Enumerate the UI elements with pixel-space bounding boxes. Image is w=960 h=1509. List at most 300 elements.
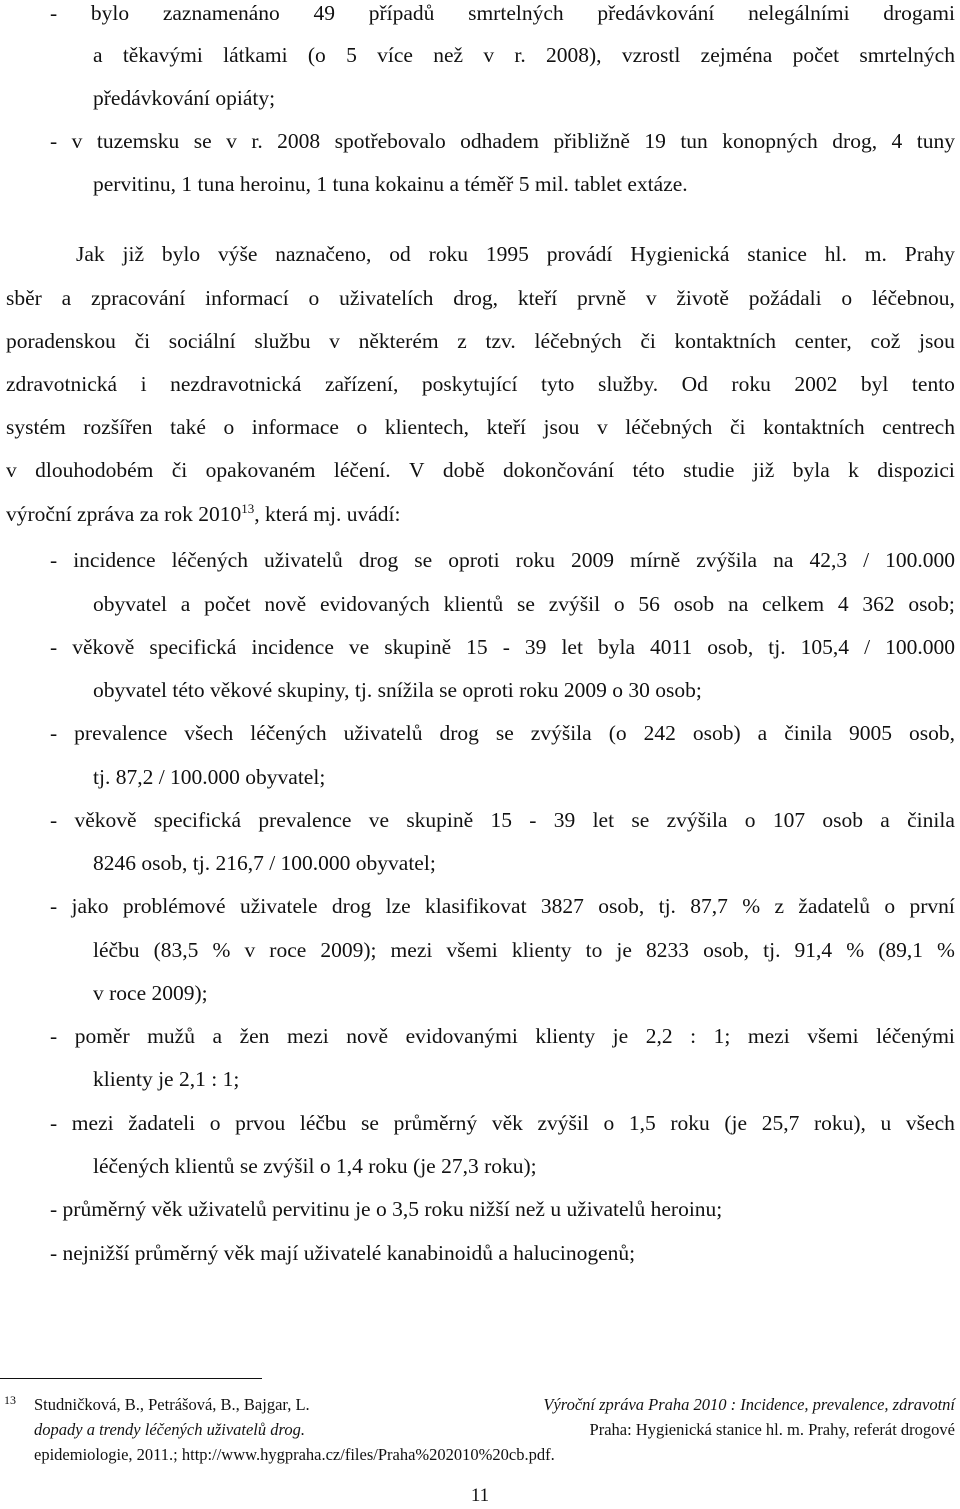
word: drog, <box>453 286 499 310</box>
word: - <box>502 635 510 659</box>
word: osob, <box>707 635 754 659</box>
word: odhadem <box>460 129 539 153</box>
word: léčbu <box>93 938 140 962</box>
word: poradenskou <box>6 329 116 353</box>
word: 3827 <box>540 894 584 918</box>
word: - <box>50 548 58 572</box>
word: 39 <box>553 808 576 832</box>
word: 91,4 <box>794 938 833 962</box>
word: se <box>517 592 535 616</box>
word: problémové <box>122 894 226 918</box>
word: / <box>863 548 870 572</box>
word: lze <box>385 894 411 918</box>
word: uživatelů <box>264 548 343 572</box>
word: 4 <box>837 592 849 616</box>
word: drog <box>358 548 399 572</box>
word: (83,5 <box>153 938 199 962</box>
word: všech <box>184 721 234 745</box>
word: byl <box>860 372 889 396</box>
word: nově <box>346 1024 389 1048</box>
word: o <box>209 1111 221 1135</box>
word: zpracování <box>91 286 186 310</box>
word: 4 <box>891 129 903 153</box>
word: 8233 <box>646 938 689 962</box>
word: osob <box>673 592 715 616</box>
word: věkově <box>72 635 135 659</box>
word: nelegálními <box>748 1 850 25</box>
word: 87,7 <box>690 894 728 918</box>
word: 1,5 <box>628 1111 656 1135</box>
word: specifická <box>153 808 242 832</box>
word: tento <box>911 372 955 396</box>
word: je <box>612 1024 629 1048</box>
word: dokončování <box>503 458 615 482</box>
text-line <box>50 0 955 26</box>
word: průměrný <box>393 1111 478 1135</box>
word: v <box>71 129 83 153</box>
word: se <box>193 129 212 153</box>
word: 105,4 <box>800 635 850 659</box>
word: osob, <box>908 721 955 745</box>
word: případů <box>368 1 435 25</box>
word: již <box>752 458 775 482</box>
word: službu <box>254 329 311 353</box>
list-item <box>50 1023 955 1049</box>
word: v <box>329 329 340 353</box>
word: Od <box>681 372 708 396</box>
word: léčebných <box>625 415 713 439</box>
word: konopných <box>722 129 818 153</box>
word: let <box>592 808 615 832</box>
word: kontaktních <box>763 415 865 439</box>
footnote-reference: 13 <box>241 500 255 516</box>
footnote-title: Výroční zpráva Praha 2010 : Incidence, prevalence, zdravotní <box>543 1395 955 1414</box>
word: klienty <box>535 1024 596 1048</box>
word: léčených <box>171 548 248 572</box>
word: hl. <box>824 242 847 266</box>
list-item <box>50 634 955 660</box>
word: 39 <box>524 635 547 659</box>
word: o <box>308 286 320 310</box>
word: rozšířen <box>83 415 153 439</box>
word: (o <box>608 721 627 745</box>
word: mužů <box>147 1024 195 1048</box>
word: již <box>122 242 145 266</box>
word: r. <box>514 43 526 67</box>
page-number: 11 <box>470 1485 490 1506</box>
word: Hygienická <box>630 242 730 266</box>
word: - <box>50 1111 58 1135</box>
word: roku <box>515 548 555 572</box>
word: - <box>50 894 58 918</box>
text-line <box>6 414 955 440</box>
text-line <box>6 371 955 397</box>
word: 42,3 <box>809 548 848 572</box>
word: zvýšila <box>666 808 728 832</box>
word: věk <box>491 1111 523 1135</box>
word: v <box>6 458 17 482</box>
word: výše <box>217 242 258 266</box>
footnote-divider <box>0 1378 262 1379</box>
word: léčenými <box>876 1024 955 1048</box>
list-item-continuation <box>93 591 955 617</box>
word: kontaktních <box>674 329 777 353</box>
word: mírně <box>630 548 681 572</box>
word: z <box>457 329 467 353</box>
list-item <box>50 807 955 833</box>
word: jako <box>71 894 109 918</box>
word: - <box>50 721 58 745</box>
word: 1995 <box>485 242 529 266</box>
text-line <box>6 328 955 354</box>
word: či <box>134 329 151 353</box>
word: se <box>361 1111 379 1135</box>
word: požádali <box>748 286 822 310</box>
list-item-continuation: obyvatel této věkové skupiny, tj. snížila se oproti roku 2009 o 30 osob; <box>93 678 702 702</box>
word: léčebných <box>534 329 622 353</box>
list-item: - nejnižší průměrný věk mají uživatelé kanabinoidů a halucinogenů; <box>50 1241 636 1265</box>
word: 2009); <box>320 938 377 962</box>
text-line <box>76 241 955 267</box>
word: roku), <box>813 1111 866 1135</box>
word: první <box>909 894 955 918</box>
word: % <box>846 938 865 962</box>
word: informace <box>251 415 339 439</box>
word: klasifikovat <box>425 894 527 918</box>
word: 362 <box>862 592 895 616</box>
footnote-line-1 <box>34 1395 955 1415</box>
word: jsou <box>543 415 580 439</box>
word: mezi <box>390 938 433 962</box>
word: žadateli <box>128 1111 196 1135</box>
word: a <box>180 592 191 616</box>
word: léčbu <box>299 1111 347 1135</box>
word: 2009 <box>571 548 615 572</box>
word: centrech <box>882 415 955 439</box>
word: u <box>880 1111 892 1135</box>
word: 56 <box>638 592 660 616</box>
word: specifická <box>149 635 237 659</box>
word: léčení. <box>333 458 391 482</box>
word: věkově <box>74 808 137 832</box>
word: - <box>50 635 58 659</box>
word: 107 <box>772 808 806 832</box>
word: životě <box>676 286 729 310</box>
word: i <box>140 372 147 396</box>
word: tuny <box>916 129 955 153</box>
word: Prahy <box>904 242 955 266</box>
word: provádí <box>546 242 613 266</box>
word: byla <box>792 458 830 482</box>
word: stanice <box>747 242 807 266</box>
word: (o <box>307 43 326 67</box>
word: smrtelných <box>859 43 955 67</box>
text-line: pervitinu, 1 tuna heroinu, 1 tuna kokainu a téměř 5 mil. tablet extáze. <box>93 172 688 196</box>
list-item <box>50 1110 955 1136</box>
word: prvně <box>577 286 626 310</box>
word: všemi <box>446 938 498 962</box>
list-item <box>50 547 955 573</box>
word: - <box>50 1024 58 1048</box>
word: % <box>937 938 955 962</box>
word: celkem <box>761 592 825 616</box>
word: v <box>645 286 657 310</box>
word: mezi <box>747 1024 790 1048</box>
word: - <box>529 808 537 832</box>
word: tuzemsku <box>96 129 180 153</box>
word: klientů <box>443 592 504 616</box>
word: 100.000 <box>885 548 955 572</box>
word: tyto <box>540 372 575 396</box>
word: o <box>603 1111 615 1135</box>
text-line <box>6 457 955 483</box>
word: 5 <box>346 43 357 67</box>
word: (je <box>724 1111 748 1135</box>
word: 1; <box>713 1024 731 1048</box>
word: zvýšil <box>537 1111 589 1135</box>
word: 242 <box>643 721 676 745</box>
word: o <box>744 808 756 832</box>
word: předávkování <box>597 1 715 25</box>
word: prevalence <box>74 721 168 745</box>
word: osob <box>822 808 863 832</box>
word: mezi <box>71 1111 114 1135</box>
word: tzv. <box>485 329 516 353</box>
word: o <box>884 894 896 918</box>
word: % <box>742 894 761 918</box>
word: či <box>640 329 656 353</box>
word: době <box>442 458 485 482</box>
word: v <box>483 43 495 67</box>
word: incidence <box>251 635 334 659</box>
word: tj. <box>768 635 786 659</box>
word: osob) <box>692 721 741 745</box>
footnote-line-3: epidemiologie, 2011.; http://www.hygpraha.cz/files/Praha%202010%20cb.pdf. <box>34 1445 555 1464</box>
word: spotřebovalo <box>334 129 446 153</box>
list-item: - průměrný věk uživatelů pervitinu je o 3,5 roku nižší než u uživatelů heroinu; <box>50 1197 723 1221</box>
word: 2002 <box>794 372 838 396</box>
word: uživatelích <box>339 286 434 310</box>
word: a <box>93 43 103 67</box>
word: poskytující <box>421 372 518 396</box>
word: smrtelných <box>468 1 564 25</box>
word: Jak <box>76 242 105 266</box>
list-item-continuation <box>93 937 955 963</box>
word: - <box>50 129 58 153</box>
word: uživatelů <box>343 721 423 745</box>
word: drog <box>331 894 372 918</box>
footnote-mark: 13 <box>4 1393 16 1407</box>
word: skupině <box>406 808 474 832</box>
footnote-line-2 <box>34 1420 955 1440</box>
word: od <box>389 242 411 266</box>
text-line <box>6 501 401 527</box>
word: zařízení, <box>324 372 399 396</box>
footnote-authors: Studničková, B., Petrášová, B., Bajgar, L. <box>34 1395 310 1414</box>
word: obyvatel <box>93 592 168 616</box>
word: se <box>414 548 433 572</box>
word: evidovaných <box>319 592 430 616</box>
word: 2008 <box>277 129 321 153</box>
list-item-continuation: tj. 87,2 / 100.000 obyvatel; <box>93 765 326 789</box>
word: v <box>244 938 256 962</box>
word: se <box>631 808 650 832</box>
word: než <box>433 43 464 67</box>
word: jsou <box>918 329 955 353</box>
word: sběr <box>6 286 42 310</box>
word: opakovaném <box>205 458 316 482</box>
word: klientech, <box>384 415 470 439</box>
word: informací <box>205 286 289 310</box>
word: počet <box>792 43 840 67</box>
word: se <box>495 721 514 745</box>
word: zvýšila <box>530 721 592 745</box>
word: 100.000 <box>885 635 955 659</box>
text-line <box>93 42 955 68</box>
word: zaznamenáno <box>162 1 280 25</box>
word: zejména <box>700 43 773 67</box>
word: a <box>212 1024 223 1048</box>
word: osob; <box>908 592 955 616</box>
word: což <box>870 329 901 353</box>
word: byla <box>597 635 635 659</box>
word: - <box>50 808 58 832</box>
word: a <box>61 286 72 310</box>
word: klienty <box>511 938 572 962</box>
word: 15 <box>490 808 512 832</box>
word: roce <box>269 938 307 962</box>
word: žadatelů <box>798 894 871 918</box>
list-item-continuation: 8246 osob, tj. 216,7 / 100.000 obyvatel; <box>93 851 436 875</box>
word: více <box>377 43 413 67</box>
text-line: předávkování opiáty; <box>93 86 276 110</box>
list-item <box>50 893 955 919</box>
word: o <box>356 415 368 439</box>
word: 4011 <box>650 635 693 659</box>
word: dlouhodobém <box>35 458 154 482</box>
word: drogami <box>883 1 955 25</box>
word: tun <box>680 129 708 153</box>
word: systém <box>6 415 66 439</box>
word: mezi <box>286 1024 329 1048</box>
word: roku <box>428 242 468 266</box>
word: osob, <box>703 938 750 962</box>
word: drog <box>439 721 479 745</box>
word: dispozici <box>877 458 955 482</box>
word: 25,7 <box>761 1111 800 1135</box>
word: tj. <box>763 938 781 962</box>
word: bylo <box>161 242 201 266</box>
word: uživatele <box>239 894 318 918</box>
word: roku <box>731 372 771 396</box>
word: 2,2 <box>645 1024 673 1048</box>
word: vzrostl <box>621 43 681 67</box>
word: - <box>50 1 58 25</box>
word: % <box>212 938 231 962</box>
word: poměr <box>74 1024 130 1048</box>
word: žen <box>239 1024 270 1048</box>
word: je <box>616 938 632 962</box>
text-fragment: výroční zpráva za rok 2010 <box>6 502 242 526</box>
word: roku <box>670 1111 710 1135</box>
word: činila <box>907 808 955 832</box>
word: 9005 <box>848 721 892 745</box>
word: k <box>848 458 859 482</box>
text-fragment: , která mj. uvádí: <box>254 502 401 526</box>
list-item-continuation: klienty je 2,1 : 1; <box>93 1067 240 1091</box>
word: látkami <box>223 43 288 67</box>
word: skupině <box>384 635 452 659</box>
word: 49 <box>313 1 335 25</box>
word: všemi <box>807 1024 859 1048</box>
word: v <box>596 415 608 439</box>
word: léčených <box>250 721 327 745</box>
word: prvou <box>235 1111 286 1135</box>
word: 19 <box>644 129 666 153</box>
word: či <box>729 415 746 439</box>
text-line <box>50 128 955 154</box>
word: či <box>171 458 188 482</box>
word: naznačeno, <box>275 242 372 266</box>
word: také <box>170 415 206 439</box>
list-item-continuation: v roce 2009); <box>93 981 208 1005</box>
word: 15 <box>466 635 488 659</box>
word: studie <box>683 458 735 482</box>
word: to <box>585 938 603 962</box>
word: bylo <box>90 1 130 25</box>
word: z <box>774 894 785 918</box>
word: na <box>773 548 794 572</box>
word: všech <box>905 1111 955 1135</box>
word: o <box>841 286 853 310</box>
word: činila <box>784 721 832 745</box>
word: zdravotnická <box>6 372 118 396</box>
word: zvýšil <box>548 592 601 616</box>
word: nově <box>264 592 307 616</box>
word: V <box>408 458 425 482</box>
word: zvýšila <box>696 548 758 572</box>
word: tj. <box>658 894 676 918</box>
word: sociální <box>168 329 236 353</box>
word: služby. <box>597 372 659 396</box>
word: některém <box>358 329 439 353</box>
word: léčebnou, <box>871 286 955 310</box>
word: incidence <box>73 548 156 572</box>
word: v <box>226 129 237 153</box>
word: kteří <box>517 286 558 310</box>
word: o <box>613 592 625 616</box>
word: počet <box>204 592 251 616</box>
list-item <box>50 720 955 746</box>
word: center, <box>794 329 852 353</box>
word: 2008), <box>546 43 602 67</box>
list-item-continuation: léčených klientů se zvýšil o 1,4 roku (je 27,3 roku); <box>93 1154 537 1178</box>
word: prevalence <box>258 808 352 832</box>
word: ve <box>348 635 370 659</box>
footnote-title-cont: dopady a trendy léčených uživatelů drog. <box>34 1420 305 1439</box>
word: přibližně <box>553 129 630 153</box>
word: oproti <box>448 548 500 572</box>
word: (89,1 <box>878 938 923 962</box>
word: nezdravotnická <box>170 372 302 396</box>
word: osob, <box>598 894 645 918</box>
word: m. <box>864 242 887 266</box>
word: ve <box>368 808 390 832</box>
footnote-publisher: Praha: Hygienická stanice hl. m. Prahy, referát drogové <box>589 1420 955 1439</box>
word: r. <box>251 129 263 153</box>
text-line <box>6 285 955 311</box>
word: / <box>864 635 871 659</box>
